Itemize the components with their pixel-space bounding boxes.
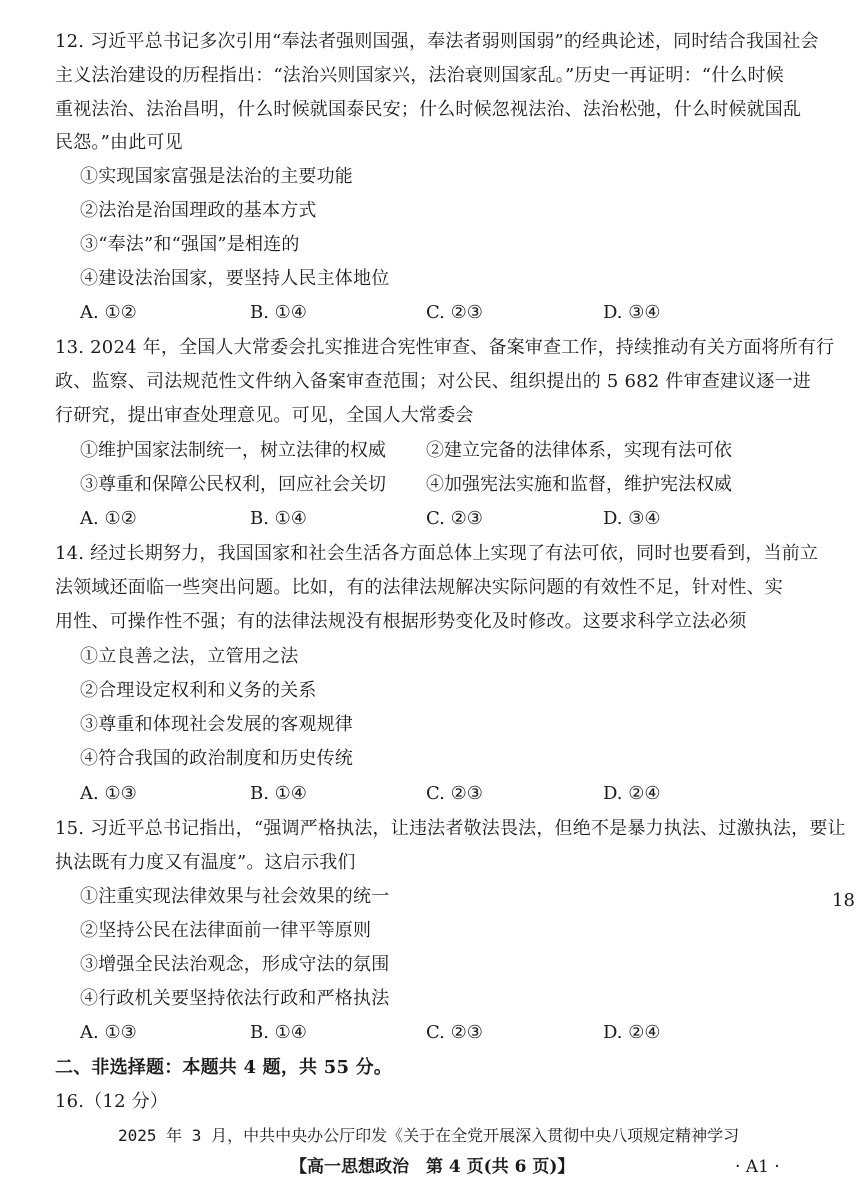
- q12-stem-line: 主义法治建设的历程指出：“法治兴则国家兴，法治衰则国家乱。”历史一再证明：“什么时候: [55, 65, 785, 86]
- q12-option-a[interactable]: A. ①②: [80, 302, 137, 323]
- q12-stem-line: 重视法治、法治昌明，什么时候就国泰民安；什么时候忽视法治、法治松弛，什么时候就国乱: [55, 99, 802, 120]
- q15-item: ①注重实现法律效果与社会效果的统一: [80, 886, 390, 907]
- q14-item: ①立良善之法，立管用之法: [80, 646, 299, 667]
- q15-option-c[interactable]: C. ②③: [426, 1022, 483, 1043]
- q15-option-a[interactable]: A. ①③: [80, 1022, 137, 1043]
- q13-item: ③尊重和保障公民权利，回应社会关切: [80, 474, 386, 495]
- q13-option-c[interactable]: C. ②③: [426, 508, 483, 529]
- q15-item: ④行政机关要坚持依法行政和严格执法: [80, 988, 390, 1009]
- q12-option-b[interactable]: B. ①④: [250, 302, 307, 323]
- q14-option-b[interactable]: B. ①④: [250, 783, 307, 804]
- q15-stem-line: 15. 习近平总书记指出，“强调严格执法，让违法者敬法畏法，但绝不是暴力执法、过激执法，要让: [55, 818, 846, 839]
- q12-option-c[interactable]: C. ②③: [426, 302, 483, 323]
- q14-option-d[interactable]: D. ②④: [603, 783, 661, 804]
- q12-stem-line: 民怨。”由此可见: [55, 132, 183, 153]
- q15-stem-line: 执法既有力度又有温度”。这启示我们: [55, 852, 356, 873]
- section-2-heading: 二、非选择题：本题共 4 题，共 55 分。: [55, 1057, 393, 1078]
- q12-item: ③“奉法”和“强国”是相连的: [80, 234, 300, 255]
- footer-paper-code: · A1 ·: [735, 1157, 780, 1177]
- q15-item: ②坚持公民在法律面前一律平等原则: [80, 920, 372, 941]
- q15-option-b[interactable]: B. ①④: [250, 1022, 307, 1043]
- q13-option-a[interactable]: A. ①②: [80, 508, 137, 529]
- footer-page-info: 【高一思想政治 第 4 页(共 6 页)】: [290, 1157, 575, 1177]
- q14-option-a[interactable]: A. ①③: [80, 783, 137, 804]
- q13-option-d[interactable]: D. ③④: [603, 508, 661, 529]
- q12-item: ②法治是治国理政的基本方式: [80, 200, 317, 221]
- side-page-number: 18: [832, 890, 855, 911]
- q12-option-d[interactable]: D. ③④: [603, 302, 661, 323]
- q14-item: ③尊重和体现社会发展的客观规律: [80, 714, 353, 735]
- q12-item: ①实现国家富强是法治的主要功能: [80, 166, 353, 187]
- q14-stem-line: 法领域还面临一些突出问题。比如，有的法律法规解决实际问题的有效性不足，针对性、实: [55, 577, 783, 598]
- q12-stem-line: 12. 习近平总书记多次引用“奉法者强则国强，奉法者弱则国弱”的经典论述，同时结合我国社会: [55, 31, 819, 52]
- q15-option-d[interactable]: D. ②④: [603, 1022, 661, 1043]
- q13-option-b[interactable]: B. ①④: [250, 508, 307, 529]
- q15-item: ③增强全民法治观念，形成守法的氛围: [80, 954, 390, 975]
- q13-stem-line: 政、监察、司法规范性文件纳入备案审查范围；对公民、组织提出的 5 682 件审查建议逐一进: [55, 371, 811, 392]
- q13-item: ④加强宪法实施和监督，维护宪法权威: [426, 474, 732, 495]
- q13-item: ②建立完备的法律体系，实现有法可依: [426, 440, 732, 461]
- q14-stem-line: 用性、可操作性不强；有的法律法规没有根据形势变化及时修改。这要求科学立法必须: [55, 611, 747, 632]
- q14-option-c[interactable]: C. ②③: [426, 783, 483, 804]
- q13-item: ①维护国家法制统一，树立法律的权威: [80, 440, 386, 461]
- q16-stem-line: 2025 年 3 月，中共中央办公厅印发《关于在全党开展深入贯彻中央八项规定精神学习: [118, 1126, 740, 1145]
- q12-item: ④建设法治国家，要坚持人民主体地位: [80, 268, 390, 289]
- q14-item: ④符合我国的政治制度和历史传统: [80, 748, 353, 769]
- q16-heading: 16.（12 分）: [55, 1091, 169, 1112]
- q14-item: ②合理设定权利和义务的关系: [80, 680, 317, 701]
- q14-stem-line: 14. 经过长期努力，我国国家和社会生活各方面总体上实现了有法可依，同时也要看到，当前立: [55, 543, 819, 564]
- q13-stem-line: 13. 2024 年，全国人大常委会扎实推进合宪性审查、备案审查工作，持续推动有关方面将所有行: [55, 337, 835, 358]
- q13-stem-line: 行研究，提出审查处理意见。可见，全国人大常委会: [55, 405, 474, 426]
